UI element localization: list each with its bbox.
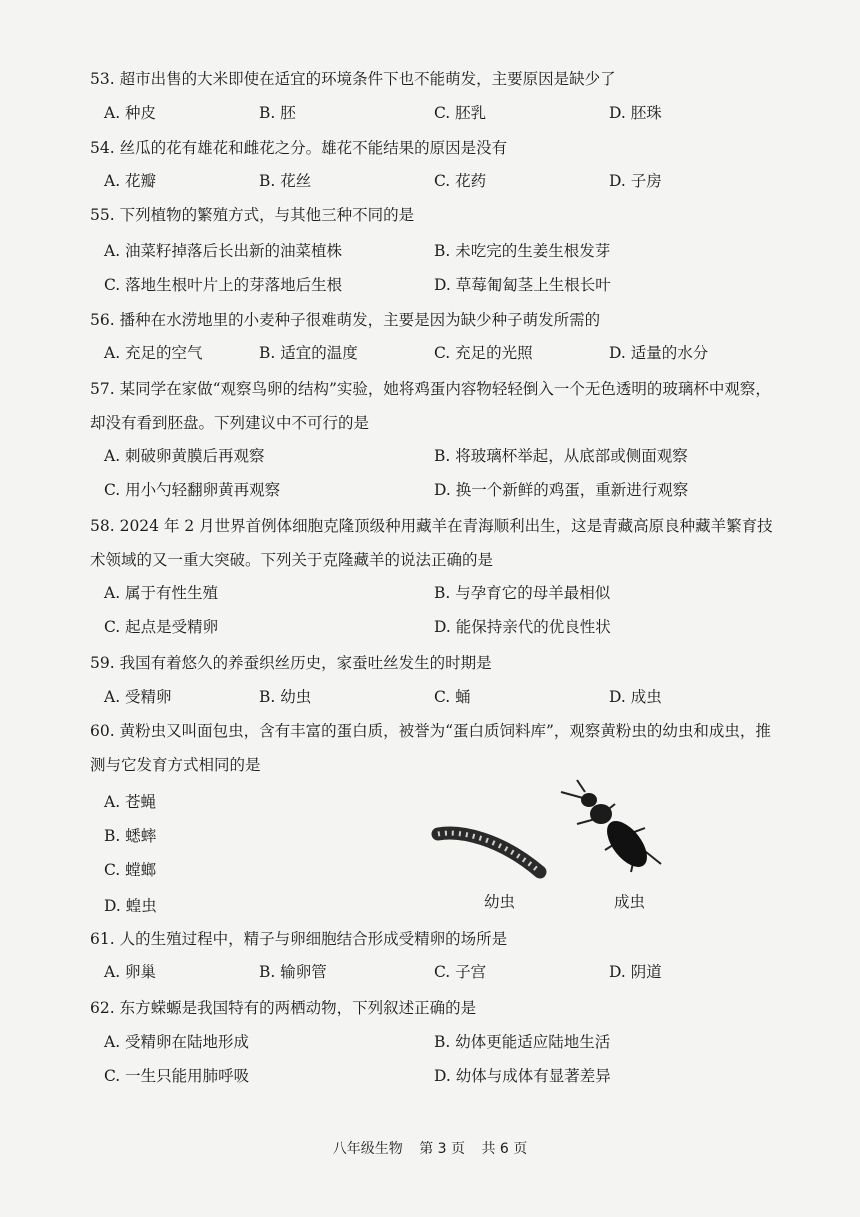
- option-b[interactable]: B. 胚: [259, 104, 296, 122]
- option-b[interactable]: B. 蟋蟀: [104, 827, 157, 845]
- footer-page-number: 第 3 页: [419, 1141, 465, 1157]
- option-b[interactable]: B. 适宜的温度: [259, 344, 358, 362]
- option-a[interactable]: A. 受精卵在陆地形成: [104, 1033, 250, 1051]
- option-c[interactable]: C. 蛹: [434, 688, 471, 706]
- option-d[interactable]: D. 蝗虫: [104, 897, 157, 915]
- question-62-stem: 62. 东方蝾螈是我国特有的两栖动物，下列叙述正确的是: [90, 999, 477, 1017]
- option-b[interactable]: B. 未吃完的生姜生根发芽: [434, 242, 611, 260]
- larva-illustration: [430, 820, 550, 885]
- option-b[interactable]: B. 幼虫: [259, 688, 312, 706]
- question-58-stem: 58. 2024 年 2 月世界首例体细胞克隆顶级种用藏羊在青海顺利出生，这是青藏高原良种藏羊繁育技术领域的又一重大突破。下列关于克隆藏羊的说法正确的是: [90, 517, 773, 569]
- option-b[interactable]: B. 输卵管: [259, 963, 327, 981]
- option-a[interactable]: A. 属于有性生殖: [104, 584, 219, 602]
- option-c[interactable]: C. 落地生根叶片上的芽落地后生根: [104, 276, 343, 294]
- option-a[interactable]: A. 刺破卵黄膜后再观察: [104, 447, 265, 465]
- option-c[interactable]: C. 一生只能用肺呼吸: [104, 1067, 250, 1085]
- option-c[interactable]: C. 胚乳: [434, 104, 487, 122]
- option-d[interactable]: D. 阴道: [609, 963, 662, 981]
- option-d[interactable]: D. 能保持亲代的优良性状: [434, 618, 611, 636]
- option-c[interactable]: C. 子宫: [434, 963, 487, 981]
- option-b[interactable]: B. 将玻璃杯举起，从底部或侧面观察: [434, 447, 688, 465]
- beetle-caption: 成虫: [614, 893, 646, 911]
- footer-total-pages: 共 6 页: [481, 1141, 528, 1157]
- option-a[interactable]: A. 受精卵: [104, 688, 172, 706]
- option-d[interactable]: D. 子房: [609, 172, 662, 190]
- question-56-stem: 56. 播种在水涝地里的小麦种子很难萌发，主要是因为缺少种子萌发所需的: [90, 311, 601, 329]
- option-d[interactable]: D. 适量的水分: [609, 344, 709, 362]
- option-d[interactable]: D. 草莓匍匐茎上生根长叶: [434, 276, 611, 294]
- beetle-illustration: [555, 778, 667, 878]
- option-d[interactable]: D. 胚珠: [609, 104, 662, 122]
- question-57-stem: 57. 某同学在家做“观察鸟卵的结构”实验，她将鸡蛋内容物轻轻倒入一个无色透明的玻璃杯中观察，却没有看到胚盘。下列建议中不可行的是: [90, 380, 771, 432]
- larva-caption: 幼虫: [484, 893, 516, 911]
- option-a[interactable]: A. 花瓣: [104, 172, 157, 190]
- question-54-stem: 54. 丝瓜的花有雄花和雌花之分。雄花不能结果的原因是没有: [90, 139, 508, 157]
- option-d[interactable]: D. 幼体与成体有显著差异: [434, 1067, 611, 1085]
- option-a[interactable]: A. 苍蝇: [104, 793, 157, 811]
- question-59-stem: 59. 我国有着悠久的养蚕织丝历史，家蚕吐丝发生的时期是: [90, 654, 492, 672]
- question-53-stem: 53. 超市出售的大米即使在适宜的环境条件下也不能萌发，主要原因是缺少了: [90, 70, 616, 88]
- option-b[interactable]: B. 花丝: [259, 172, 312, 190]
- option-a[interactable]: A. 油菜籽掉落后长出新的油菜植株: [104, 242, 343, 260]
- footer-subject: 八年级生物: [332, 1141, 403, 1157]
- option-b[interactable]: B. 与孕育它的母羊最相似: [434, 584, 611, 602]
- option-c[interactable]: C. 起点是受精卵: [104, 618, 219, 636]
- question-55-stem: 55. 下列植物的繁殖方式，与其他三种不同的是: [90, 206, 415, 224]
- option-d[interactable]: D. 换一个新鲜的鸡蛋，重新进行观察: [434, 481, 689, 499]
- option-c[interactable]: C. 充足的光照: [434, 344, 533, 362]
- option-a[interactable]: A. 卵巢: [104, 963, 157, 981]
- option-a[interactable]: A. 种皮: [104, 104, 157, 122]
- page-footer: [0, 1138, 860, 1158]
- option-c[interactable]: C. 用小勺轻翻卵黄再观察: [104, 481, 281, 499]
- option-a[interactable]: A. 充足的空气: [104, 344, 203, 362]
- option-b[interactable]: B. 幼体更能适应陆地生活: [434, 1033, 611, 1051]
- option-c[interactable]: C. 螳螂: [104, 861, 157, 879]
- question-61-stem: 61. 人的生殖过程中，精子与卵细胞结合形成受精卵的场所是: [90, 930, 508, 948]
- option-d[interactable]: D. 成虫: [609, 688, 662, 706]
- question-60-stem: 60. 黄粉虫又叫面包虫，含有丰富的蛋白质，被誉为“蛋白质饲料库”，观察黄粉虫的幼虫和成虫，推测与它发育方式相同的是: [90, 722, 771, 774]
- option-c[interactable]: C. 花药: [434, 172, 487, 190]
